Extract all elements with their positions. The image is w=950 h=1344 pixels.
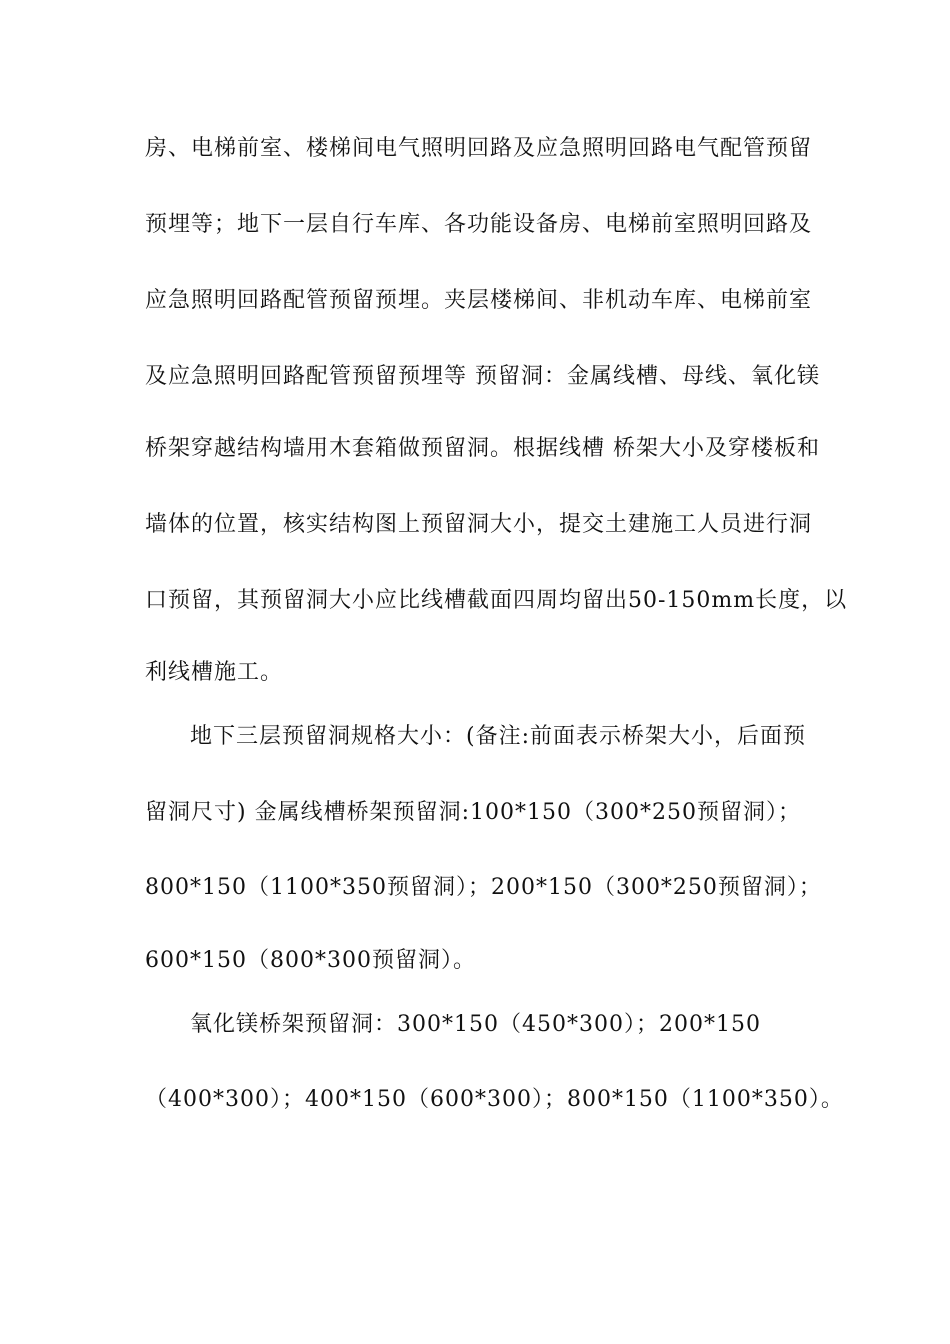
- paragraph-1-line-6: 墙体的位置，核实结构图上预留洞大小，提交土建施工人员进行洞: [145, 512, 813, 537]
- paragraph-2-line-1: 地下三层预留洞规格大小：(备注:前面表示桥架大小，后面预: [190, 724, 806, 749]
- paragraph-1-line-5: 桥架穿越结构墙用木套箱做预留洞。根据线槽 桥架大小及穿楼板和: [145, 436, 820, 461]
- paragraph-3-line-1: 氧化镁桥架预留洞：300*150（450*300）；200*150: [190, 1012, 761, 1037]
- paragraph-2-line-3: 800*150（1100*350预留洞）；200*150（300*250预留洞）；: [145, 875, 822, 900]
- paragraph-1-line-1: 房、电梯前室、楼梯间电气照明回路及应急照明回路电气配管预留: [145, 136, 813, 161]
- paragraph-1-line-8: 利线槽施工。: [145, 660, 284, 685]
- paragraph-1-line-4: 及应急照明回路配管预留预埋等 预留洞：金属线槽、母线、氧化镁: [145, 364, 820, 389]
- paragraph-2-line-4: 600*150（800*300预留洞）。: [145, 948, 476, 973]
- paragraph-3-line-2: （400*300）；400*150（600*300）；800*150（1100*350）。: [145, 1087, 844, 1112]
- paragraph-1-line-7: 口预留，其预留洞大小应比线槽截面四周均留出50-150mm长度，以: [145, 588, 848, 613]
- paragraph-2-line-2: 留洞尺寸) 金属线槽桥架预留洞:100*150（300*250预留洞）；: [145, 800, 801, 825]
- paragraph-1-line-3: 应急照明回路配管预留预埋。夹层楼梯间、非机动车库、电梯前室: [145, 288, 813, 313]
- paragraph-1-line-2: 预埋等；地下一层自行车库、各功能设备房、电梯前室照明回路及: [145, 212, 813, 237]
